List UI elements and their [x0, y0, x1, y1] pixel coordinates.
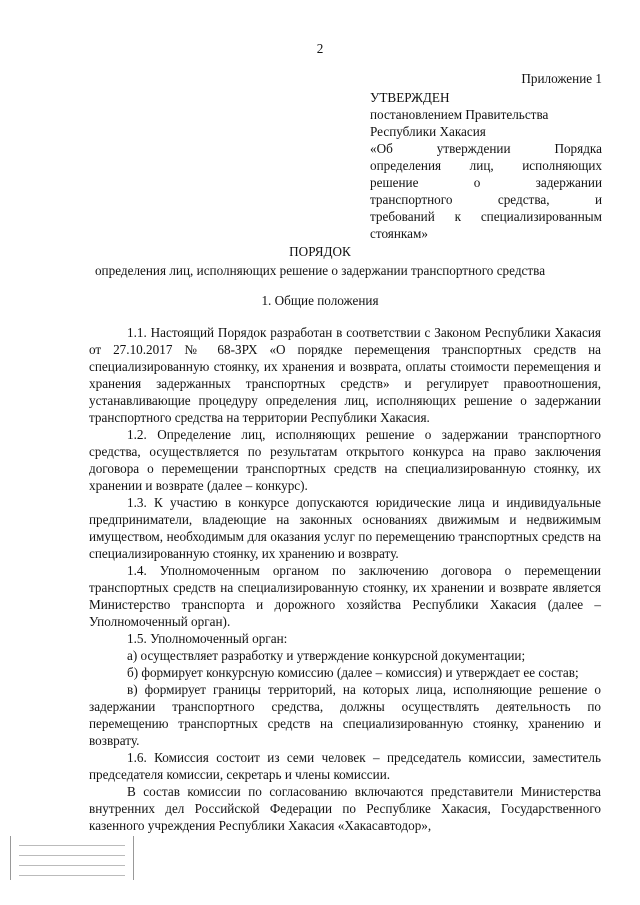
paragraph: 1.2. Определение лиц, исполняющих решение о задержании транспортного средства, осуществляется по результатам открытого конкурса на право заключения договора о перемещении транспортных средств на специализированную стоянку, их хранении и возврате (далее – конкурс).: [89, 427, 601, 493]
appendix-line: решение о задержании: [370, 175, 602, 190]
page-number: 2: [316, 41, 324, 56]
appendix-line: определения лиц, исполняющих: [370, 158, 602, 173]
appendix-block: [370, 70, 602, 242]
document-heading: ПОРЯДОК: [289, 244, 351, 259]
appendix-label: Приложение 1: [521, 71, 602, 86]
paragraph: 1.6. Комиссия состоит из семи человек – председатель комиссии, заместитель председателя комиссии, секретарь и члены комиссии.: [89, 750, 601, 782]
document-subtitle: определения лиц, исполняющих решение о задержании транспортного средства: [94, 263, 546, 278]
section-title: 1. Общие положения: [261, 293, 379, 308]
appendix-line: «Об утверждении Порядка: [370, 141, 602, 156]
paragraph: 1.1. Настоящий Порядок разработан в соответствии с Законом Республики Хакасия от 27.10.2017 № 68-ЗРХ «О порядке перемещения транспортных средств на специализированную стоянку, их хранения и возврата, оплаты стоимости перемещения и хранения задержанных транспортных средств» и регулирует правоотношения, устанавливающие процедуру определения лиц, исполняющих решение о задержании транспортного средства на территории Республики Хакасия.: [89, 325, 601, 425]
paragraph: а) осуществляет разработку и утверждение конкурсной документации;: [127, 648, 526, 663]
appendix-line: требований к специализированным: [370, 209, 602, 224]
appendix-line: стоянкам»: [370, 226, 428, 241]
approved-label: УТВЕРЖДЕН: [370, 90, 450, 105]
paragraph: 1.4. Уполномоченным органом по заключению договора о перемещении транспортных средств на специализированную стоянку, их хранении и возврате является Министерство транспорта и дорожного хозяйства Республики Хакасия (далее – Уполномоченный орган).: [89, 563, 601, 629]
appendix-line: транспортного средства, и: [370, 192, 602, 207]
paragraph: 1.3. К участию в конкурсе допускаются юридические лица и индивидуальные предприниматели, владеющие на законных основаниях движимым и недвижимым имуществом, необходимым для оказания услуг по перемещению транспортных средств на специализированную стоянку, их хранению и возврату.: [89, 495, 601, 561]
appendix-line: Республики Хакасия: [370, 124, 486, 139]
document-body: [89, 324, 601, 834]
paragraph: б) формирует конкурсную комиссию (далее – комиссия) и утверждает ее состав;: [127, 665, 579, 680]
faded-stamp: [10, 836, 134, 880]
paragraph: в) формирует границы территорий, на которых лица, исполняющие решение о задержании транспортного средства, должны осуществлять деятельность по перемещению транспортных средств на специализированную стоянку, хранению и возврату.: [89, 682, 601, 748]
appendix-line: постановлением Правительства: [370, 107, 549, 122]
paragraph: 1.5. Уполномоченный орган:: [127, 631, 288, 646]
paragraph: В состав комиссии по согласованию включаются представители Министерства внутренних дел Российской Федерации по Республике Хакасия, Государственного казенного учреждения Республики Хакасия «Хакасавтодор»,: [89, 784, 601, 833]
